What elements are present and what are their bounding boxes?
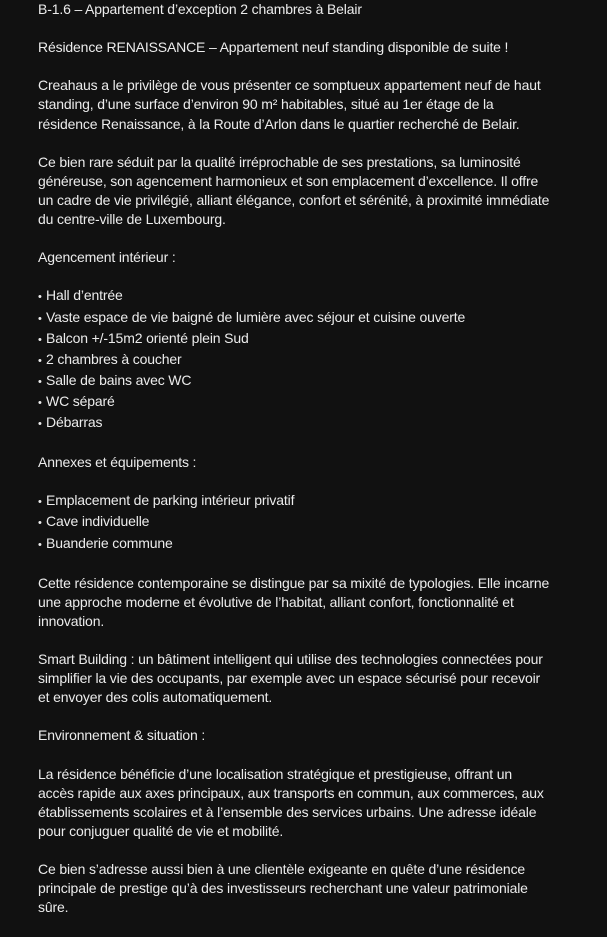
text-line: Smart Building : un bâtiment intelligent qui utilise des technologies connectées pour — [38, 651, 543, 668]
text-line: innovation. — [38, 612, 105, 629]
text-line: un cadre de vie privilégié, alliant élégance, confort et sérénité, à proximité immédiate — [38, 191, 550, 208]
list-item: • Buanderie commune — [38, 534, 598, 555]
interior-heading-block — [38, 248, 598, 267]
text-line: une approche moderne et évolutive de l’habitat, alliant confort, fonctionnalité et — [38, 593, 514, 610]
text-line: Cette résidence contemporaine se distingue par sa mixité de typologies. Elle incarne — [38, 574, 550, 591]
list-item: • Hall d’entrée — [38, 286, 598, 307]
text-line: principale de prestige qu’à des investisseurs recherchant une valeur patrimoniale — [38, 880, 528, 897]
list-item: • Salle de bains avec WC — [38, 371, 598, 392]
listing-subtitle: Résidence RENAISSANCE – Appartement neuf standing disponible de suite ! — [38, 39, 509, 56]
text-line: sûre. — [38, 899, 69, 916]
annexes-heading-block — [38, 453, 598, 472]
interior-heading: Agencement intérieur : — [38, 249, 176, 266]
text-line: Creahaus a le privilège de vous présenter ce somptueux appartement neuf de haut — [38, 77, 541, 94]
text-line: établissements scolaires et à l’ensemble des services urbains. Une adresse idéale — [38, 803, 537, 820]
list-item: • WC séparé — [38, 392, 598, 413]
listing-title-block — [38, 0, 598, 19]
smart-building-paragraph — [38, 650, 598, 707]
environment-heading: Environnement & situation : — [38, 727, 206, 744]
interior-list — [38, 286, 598, 434]
list-item: • Débarras — [38, 413, 598, 434]
list-item: • Vaste espace de vie baigné de lumière avec séjour et cuisine ouverte — [38, 308, 598, 329]
list-item: • Cave individuelle — [38, 512, 598, 533]
qualities-paragraph — [38, 153, 598, 229]
annexes-heading: Annexes et équipements : — [38, 454, 197, 471]
listing-description — [38, 0, 598, 937]
list-item: • Emplacement de parking intérieur privatif — [38, 491, 598, 512]
text-line: et envoyer des colis automatiquement. — [38, 689, 273, 706]
text-line: Ce bien rare séduit par la qualité irréprochable de ses prestations, sa luminosité — [38, 153, 521, 170]
text-line: accès rapide aux axes principaux, aux transports en commun, aux commerces, aux — [38, 784, 544, 801]
text-line: résidence Renaissance, à la Route d’Arlon dans le quartier recherché de Belair. — [38, 115, 520, 132]
closing-paragraph — [38, 860, 598, 917]
list-item: • Balcon +/-15m2 orienté plein Sud — [38, 329, 598, 350]
listing-subtitle-block — [38, 38, 598, 57]
residence-paragraph — [38, 574, 598, 631]
text-line: La résidence bénéficie d’une localisation stratégique et prestigieuse, offrant un — [38, 765, 513, 782]
text-line: généreuse, son agencement harmonieux et son emplacement d’excellence. Il offre — [38, 172, 539, 189]
environment-heading-block — [38, 726, 598, 745]
intro-paragraph — [38, 76, 598, 133]
text-line: pour conjuguer qualité de vie et mobilité. — [38, 822, 284, 839]
text-line: standing, d’une surface d’environ 90 m² habitables, situé au 1er étage de la — [38, 96, 494, 113]
list-item: • 2 chambres à coucher — [38, 350, 598, 371]
listing-title: B-1.6 – Appartement d’exception 2 chambres à Belair — [38, 1, 362, 17]
text-line: du centre-ville de Luxembourg. — [38, 211, 226, 228]
text-line: simplifier la vie des occupants, par exemple avec un espace sécurisé pour recevoir — [38, 670, 541, 687]
environment-paragraph — [38, 765, 598, 841]
text-line: Ce bien s’adresse aussi bien à une clientèle exigeante en quête d’une résidence — [38, 861, 526, 878]
annexes-list — [38, 491, 598, 554]
